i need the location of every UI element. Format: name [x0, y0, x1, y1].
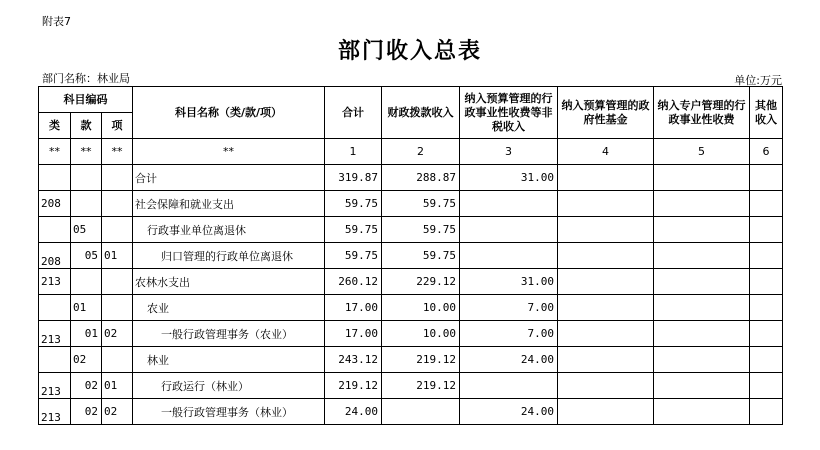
- cell-other: [750, 347, 783, 373]
- table-row: [39, 321, 783, 347]
- cell-lei: [39, 217, 71, 243]
- cell-special-fee: [654, 217, 750, 243]
- index-cell: **: [133, 139, 325, 165]
- cell-lei: [39, 165, 71, 191]
- cell-lei: 208: [39, 191, 71, 217]
- cell-other: [750, 165, 783, 191]
- cell-fiscal: 59.75: [382, 243, 460, 269]
- index-cell: **: [71, 139, 102, 165]
- cell-admin-fee: 31.00: [460, 269, 558, 295]
- index-cell: **: [39, 139, 71, 165]
- cell-admin-fee: 24.00: [460, 399, 558, 425]
- cell-xiang: [102, 269, 133, 295]
- cell-subject-name: 行政事业单位离退休: [133, 217, 325, 243]
- cell-kuan: 02: [71, 347, 102, 373]
- cell-admin-fee: [460, 191, 558, 217]
- cell-special-fee: [654, 347, 750, 373]
- cell-total: 59.75: [325, 191, 382, 217]
- cell-total: 17.00: [325, 321, 382, 347]
- header-kuan: 款: [71, 113, 102, 139]
- cell-other: [750, 217, 783, 243]
- cell-fiscal: 59.75: [382, 191, 460, 217]
- header-gov-fund: 纳入预算管理的政府性基金: [558, 87, 654, 139]
- cell-xiang: 02: [102, 399, 133, 425]
- cell-total: 219.12: [325, 373, 382, 399]
- page-title: 部门收入总表: [337, 38, 482, 64]
- cell-total: 260.12: [325, 269, 382, 295]
- cell-other: [750, 295, 783, 321]
- attachment-label: 附表7: [42, 15, 71, 28]
- cell-total: 59.75: [325, 243, 382, 269]
- cell-total: 24.00: [325, 399, 382, 425]
- table-row: [39, 295, 783, 321]
- table-row: [39, 243, 783, 269]
- header-other: 其他收入: [750, 87, 783, 139]
- cell-gov-fund: [558, 321, 654, 347]
- cell-admin-fee: [460, 243, 558, 269]
- cell-gov-fund: [558, 243, 654, 269]
- cell-gov-fund: [558, 347, 654, 373]
- cell-total: 319.87: [325, 165, 382, 191]
- cell-subject-name: 一般行政管理事务（农业）: [133, 321, 325, 347]
- cell-special-fee: [654, 269, 750, 295]
- table-row: [39, 191, 783, 217]
- header-admin-fee: 纳入预算管理的行政事业性收费等非税收入: [460, 87, 558, 139]
- cell-special-fee: [654, 165, 750, 191]
- cell-special-fee: [654, 243, 750, 269]
- cell-fiscal: 288.87: [382, 165, 460, 191]
- cell-lei: 213: [39, 269, 71, 295]
- cell-gov-fund: [558, 217, 654, 243]
- table-row: [39, 165, 783, 191]
- index-cell: 4: [558, 139, 654, 165]
- cell-admin-fee: [460, 373, 558, 399]
- cell-gov-fund: [558, 165, 654, 191]
- cell-other: [750, 399, 783, 425]
- cell-other: [750, 243, 783, 269]
- cell-gov-fund: [558, 191, 654, 217]
- index-cell: 3: [460, 139, 558, 165]
- cell-kuan: [71, 269, 102, 295]
- cell-total: 59.75: [325, 217, 382, 243]
- index-row: [39, 139, 783, 165]
- header-name: 科目名称（类/款/项）: [133, 87, 325, 139]
- cell-subject-name: 合计: [133, 165, 325, 191]
- header-fiscal: 财政拨款收入: [382, 87, 460, 139]
- cell-other: [750, 269, 783, 295]
- cell-kuan: 01: [71, 295, 102, 321]
- cell-admin-fee: 7.00: [460, 321, 558, 347]
- cell-xiang: 01: [102, 373, 133, 399]
- cell-gov-fund: [558, 399, 654, 425]
- cell-kuan: 05: [71, 217, 102, 243]
- cell-admin-fee: 24.00: [460, 347, 558, 373]
- cell-subject-name: 一般行政管理事务（林业）: [133, 399, 325, 425]
- department-name: 部门名称：林业局: [42, 72, 130, 85]
- cell-lei: 208: [39, 243, 71, 269]
- table-row: [39, 347, 783, 373]
- cell-fiscal: 219.12: [382, 347, 460, 373]
- cell-gov-fund: [558, 373, 654, 399]
- cell-fiscal: 219.12: [382, 373, 460, 399]
- table-row: [39, 217, 783, 243]
- cell-lei: [39, 295, 71, 321]
- table-row: [39, 399, 783, 425]
- cell-subject-name: 农林水支出: [133, 269, 325, 295]
- cell-xiang: 02: [102, 321, 133, 347]
- cell-subject-name: 农业: [133, 295, 325, 321]
- cell-special-fee: [654, 321, 750, 347]
- cell-other: [750, 321, 783, 347]
- header-lei: 类: [39, 113, 71, 139]
- cell-subject-name: 林业: [133, 347, 325, 373]
- cell-kuan: [71, 165, 102, 191]
- cell-other: [750, 191, 783, 217]
- cell-xiang: [102, 191, 133, 217]
- cell-xiang: [102, 217, 133, 243]
- cell-lei: 213: [39, 399, 71, 425]
- cell-admin-fee: [460, 217, 558, 243]
- cell-fiscal: [382, 399, 460, 425]
- cell-kuan: 01: [71, 321, 102, 347]
- index-cell: 6: [750, 139, 783, 165]
- cell-special-fee: [654, 191, 750, 217]
- cell-total: 17.00: [325, 295, 382, 321]
- cell-xiang: [102, 295, 133, 321]
- index-cell: 2: [382, 139, 460, 165]
- cell-fiscal: 10.00: [382, 295, 460, 321]
- cell-xiang: [102, 347, 133, 373]
- cell-fiscal: 229.12: [382, 269, 460, 295]
- index-cell: **: [102, 139, 133, 165]
- cell-admin-fee: 31.00: [460, 165, 558, 191]
- cell-other: [750, 373, 783, 399]
- unit-label: 单位:万元: [734, 74, 782, 87]
- table-row: [39, 269, 783, 295]
- cell-special-fee: [654, 399, 750, 425]
- cell-kuan: 02: [71, 373, 102, 399]
- header-total: 合计: [325, 87, 382, 139]
- cell-subject-name: 社会保障和就业支出: [133, 191, 325, 217]
- index-cell: 5: [654, 139, 750, 165]
- cell-fiscal: 10.00: [382, 321, 460, 347]
- cell-lei: 213: [39, 373, 71, 399]
- cell-subject-name: 归口管理的行政单位离退休: [133, 243, 325, 269]
- cell-xiang: 01: [102, 243, 133, 269]
- income-table: [38, 86, 783, 425]
- cell-fiscal: 59.75: [382, 217, 460, 243]
- cell-kuan: 05: [71, 243, 102, 269]
- cell-lei: 213: [39, 321, 71, 347]
- header-special-fee: 纳入专户管理的行政事业性收费: [654, 87, 750, 139]
- table-row: [39, 373, 783, 399]
- cell-lei: [39, 347, 71, 373]
- cell-xiang: [102, 165, 133, 191]
- cell-kuan: 02: [71, 399, 102, 425]
- cell-special-fee: [654, 373, 750, 399]
- header-xiang: 项: [102, 113, 133, 139]
- cell-gov-fund: [558, 269, 654, 295]
- cell-admin-fee: 7.00: [460, 295, 558, 321]
- cell-special-fee: [654, 295, 750, 321]
- index-cell: 1: [325, 139, 382, 165]
- cell-subject-name: 行政运行（林业）: [133, 373, 325, 399]
- cell-gov-fund: [558, 295, 654, 321]
- cell-kuan: [71, 191, 102, 217]
- header-code-group: 科目编码: [39, 87, 133, 113]
- cell-total: 243.12: [325, 347, 382, 373]
